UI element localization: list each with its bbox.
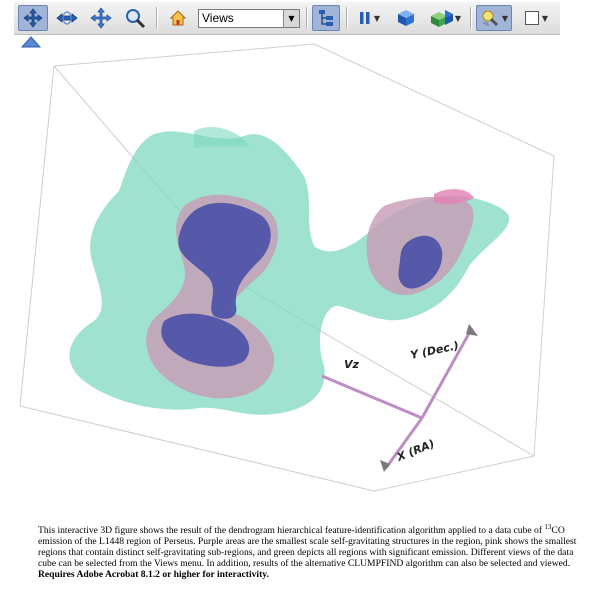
background-color-icon (524, 10, 540, 26)
play-animation-button[interactable] (354, 5, 384, 31)
toolbar-separator (156, 7, 158, 29)
chevron-down-icon[interactable]: ▼ (283, 10, 299, 27)
caption-text-1: This interactive 3D figure shows the result of the dendrogram hierarchical feature-identification algorithm applied to a data cube of (38, 525, 545, 537)
rotate-tool-button[interactable] (18, 5, 48, 31)
chevron-down-icon: ▼ (501, 13, 509, 23)
toolbar-separator (346, 7, 348, 29)
model-tree-icon (317, 8, 335, 28)
zoom-tool-button[interactable] (120, 5, 150, 31)
toolbar-separator (306, 7, 308, 29)
render-mode-button[interactable] (428, 5, 464, 31)
toolbar-3d (14, 2, 560, 35)
solid-cube-icon (396, 8, 416, 28)
toolbar-separator (470, 7, 472, 29)
home-view-button[interactable] (164, 5, 192, 31)
spin-icon (55, 9, 79, 27)
data-cube-render[interactable] (14, 36, 560, 506)
home-icon (169, 9, 187, 27)
play-pause-icon (358, 10, 372, 26)
pan-tool-button[interactable] (86, 5, 116, 31)
chevron-down-icon: ▼ (373, 13, 381, 23)
axis-label-x: X (RA) (394, 437, 437, 464)
zoom-icon (124, 7, 146, 29)
rotate-icon (22, 7, 44, 29)
views-select-value: Views (202, 11, 234, 25)
lighting-button[interactable] (476, 5, 512, 31)
spin-tool-button[interactable] (52, 5, 82, 31)
projection-button[interactable] (392, 5, 420, 31)
axis-label-y: Y (Dec.) (409, 339, 460, 362)
caption-requirement-note: Requires Adobe Acrobat 8.1.2 or higher for interactivity. (38, 569, 269, 581)
caption-superscript: 13 (544, 523, 552, 531)
chevron-down-icon: ▼ (454, 13, 462, 23)
figure-caption (38, 522, 578, 580)
views-select[interactable] (198, 9, 300, 28)
background-color-button[interactable] (518, 5, 554, 31)
pan-icon (90, 7, 112, 29)
axis-label-vz: Vz (344, 358, 359, 371)
render-mode-icon (431, 8, 453, 28)
lighting-icon (480, 8, 500, 28)
model-tree-button[interactable] (312, 5, 340, 31)
3d-viewport[interactable] (14, 36, 560, 506)
caption-text-2: CO emission of the L1448 region of Perseus. Purple areas are the smallest scale self-gravitating structures in the region, pink shows the smallest regions that contain distinct self-gravitating sub-regions, and green depicts all regions with significant emission. Different views of the data cube can be selected from the Views menu. In addition, results of the alternative CLUMPFIND algorithm can also be selected and viewed. (38, 525, 577, 570)
chevron-down-icon: ▼ (541, 13, 549, 23)
